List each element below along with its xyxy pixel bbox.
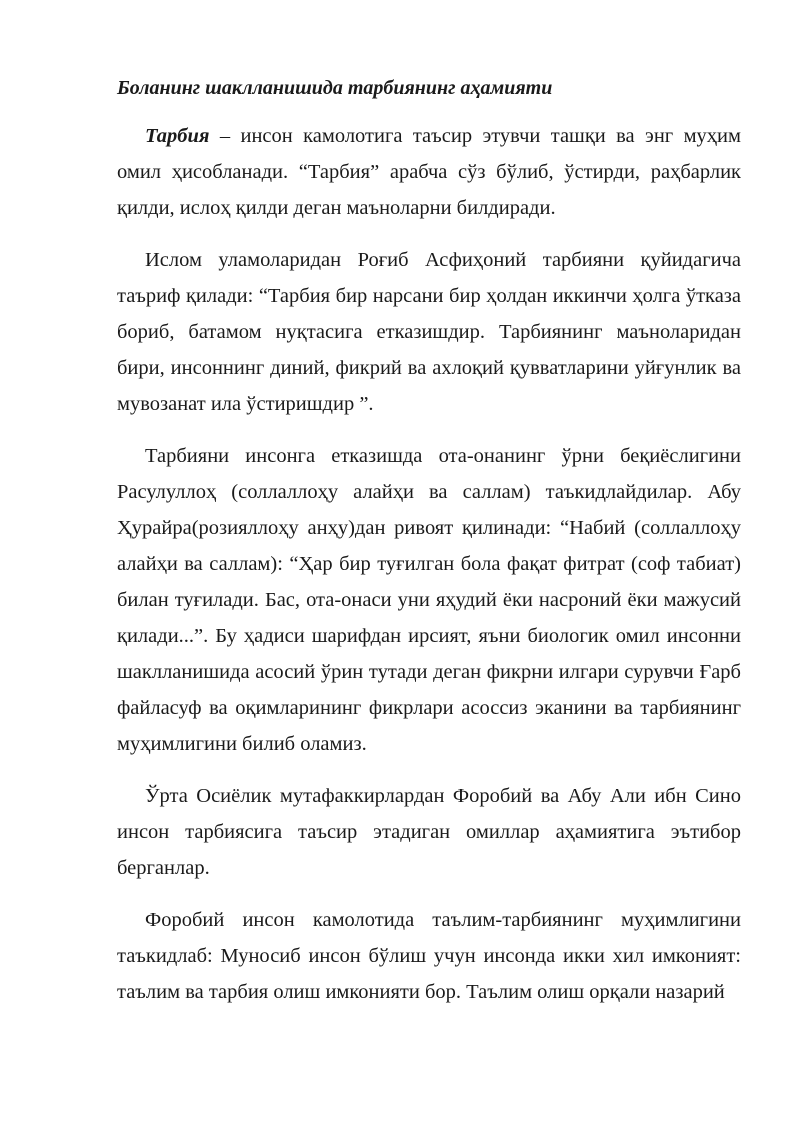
- paragraph-1: [117, 118, 741, 226]
- paragraph-3: Тарбияни инсонга етказишда ота-онанинг ўрни беқиёслигини Расулуллоҳ (соллаллоҳу алайҳи ва саллам) таъкидлайдилар. Абу Ҳурайра(розияллоҳу анҳу)дан ривоят қилинади: “Набий (соллаллоҳу алайҳи ва саллам): “Ҳар бир туғилган бола фақат фитрат (соф табиат) билан туғилади. Бас, ота-онаси уни яҳудий ёки насроний ёки мажусий қилади...”. Бу ҳадиси шарифдан ирсият, яъни биологик омил инсонни шаклланишида асосий ўрин тутади деган фикрни илгари сурувчи Ғарб файласуф ва оқимларининг фикрлари асоссиз эканини ва тарбиянинг муҳимлигини билиб оламиз.: [117, 445, 741, 755]
- document-body: [117, 72, 741, 1026]
- section-heading: [117, 72, 741, 104]
- term-tarbiya: Тарбия: [145, 125, 210, 147]
- paragraph-1-text: – инсон камолотига таъсир этувчи ташқи ва энг муҳим омил ҳисобланади. “Тарбия” арабча сўз бўлиб, ўстирди, раҳбарлик қилди, ислоҳ қилди деган маъноларни билдиради.: [117, 125, 741, 219]
- paragraph-2: Ислом уламоларидан Роғиб Асфиҳоний тарбияни қуйидагича таъриф қилади: “Тарбия бир нарсани бир ҳолдан иккинчи ҳолга ўтказа бориб, батамом нуқтасига етказишдир. Тарбиянинг маъноларидан бири, инсоннинг диний, фикрий ва ахлоқий қувватларини уйғунлик ва мувозанат ила ўстиришдир ”.: [117, 249, 741, 415]
- heading-part-1: Боланинг шаклланишида: [117, 77, 343, 99]
- paragraph-4: Ўрта Осиёлик мутафаккирлардан Форобий ва Абу Али ибн Сино инсон тарбиясига таъсир этадиган омиллар аҳамиятига эътибор берганлар.: [117, 785, 741, 879]
- paragraph-5: Форобий инсон камолотида таълим-тарбиянинг муҳимлигини таъкидлаб: Муносиб инсон бўлиш учун инсонда икки хил имконият: таълим ва тарбия олиш имконияти бор. Таълим олиш орқали назарий: [117, 909, 741, 1003]
- heading-part-2: тарбиянинг аҳамияти: [342, 77, 553, 99]
